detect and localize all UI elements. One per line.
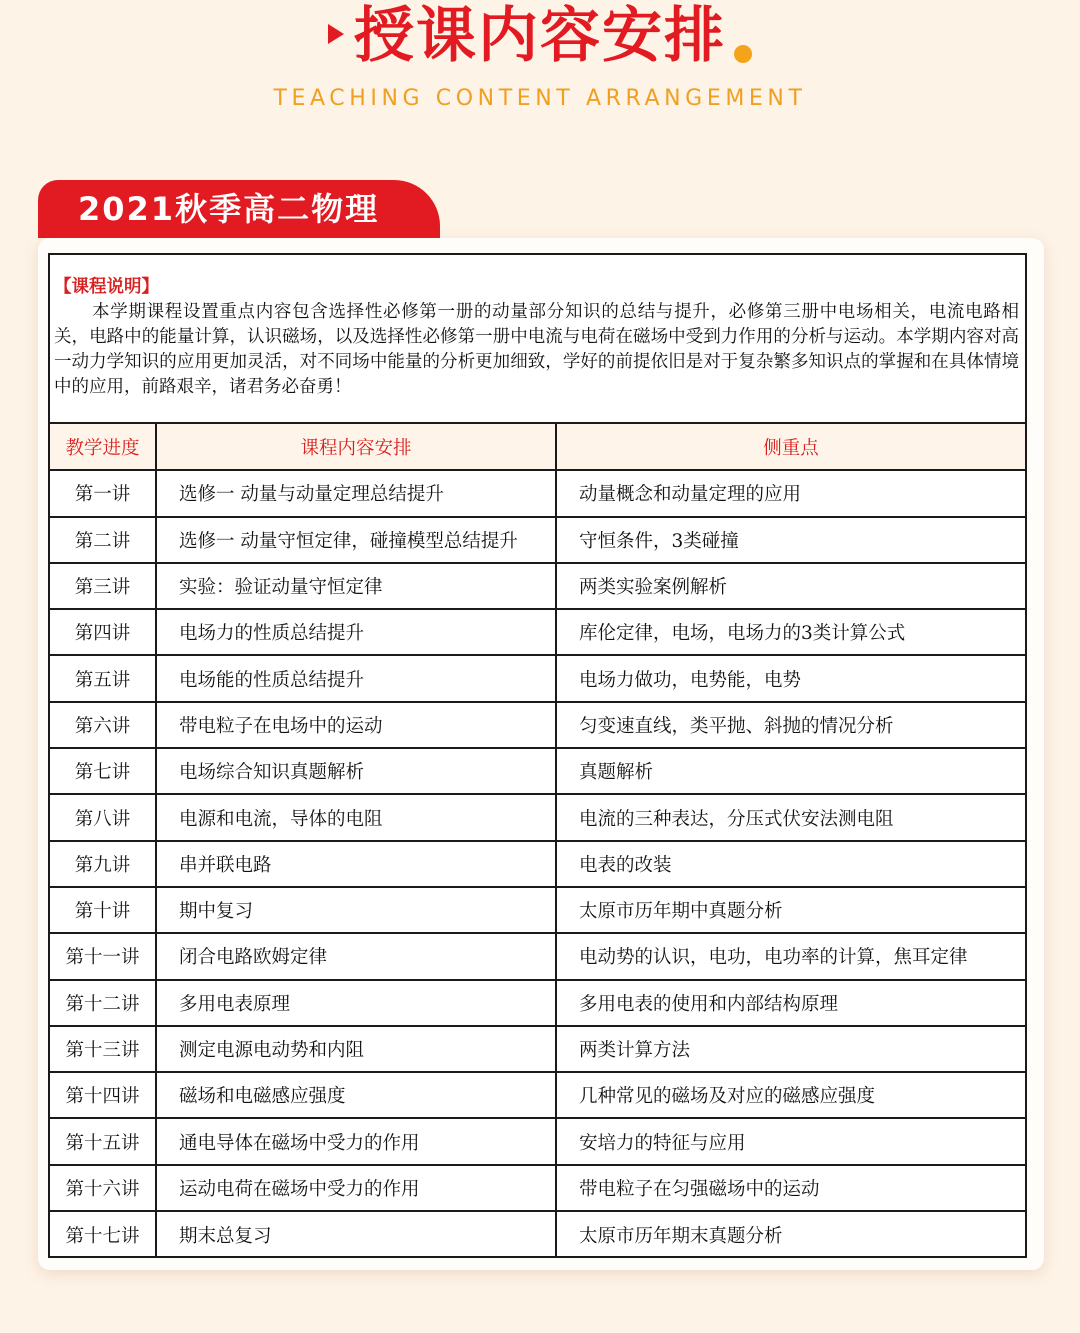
- lecture-focus: 电动势的认识，电功，电功率的计算，焦耳定律: [556, 933, 1025, 979]
- table-row: [50, 609, 1025, 655]
- lecture-content: 通电导体在磁场中受力的作用: [156, 1118, 556, 1164]
- triangle-bullet-icon: [328, 24, 344, 44]
- lecture-focus: 太原市历年期中真题分析: [556, 887, 1025, 933]
- lecture-content: 测定电源电动势和内阻: [156, 1026, 556, 1072]
- lecture-number: 第五讲: [50, 655, 156, 701]
- table-header-row: [50, 424, 1025, 470]
- lecture-content: 实验：验证动量守恒定律: [156, 563, 556, 609]
- lecture-number: 第六讲: [50, 702, 156, 748]
- lecture-content: 多用电表原理: [156, 980, 556, 1026]
- table-row: [50, 980, 1025, 1026]
- schedule-table: [50, 424, 1025, 1257]
- table-row: [50, 841, 1025, 887]
- lecture-focus: 动量概念和动量定理的应用: [556, 470, 1025, 516]
- lecture-number: 第十五讲: [50, 1118, 156, 1164]
- lecture-number: 第一讲: [50, 470, 156, 516]
- description-body: 本学期课程设置重点内容包含选择性必修第一册的动量部分知识的总结与提升，必修第三册中电场相关，电流电路相关，电路中的能量计算，认识磁场，以及选择性必修第一册中电流与电荷在磁场中受到力作用的分析与运动。本学期内容对高一动力学知识的应用更加灵活，对不同场中能量的分析更加细致，学好的前提依旧是对于复杂繁多知识点的掌握和在具体情境中的应用，前路艰辛，诸君务必奋勇！: [54, 302, 1019, 397]
- table-row: [50, 1118, 1025, 1164]
- lecture-number: 第十四讲: [50, 1072, 156, 1118]
- lecture-number: 第十二讲: [50, 980, 156, 1026]
- lecture-focus: 匀变速直线，类平抛、斜抛的情况分析: [556, 702, 1025, 748]
- table-row: [50, 470, 1025, 516]
- table-row: [50, 887, 1025, 933]
- table-row: [50, 1211, 1025, 1257]
- table-row: [50, 563, 1025, 609]
- lecture-number: 第四讲: [50, 609, 156, 655]
- course-description: [50, 255, 1025, 424]
- lecture-number: 第十七讲: [50, 1211, 156, 1257]
- table-body: [50, 470, 1025, 1257]
- page-subtitle: TEACHING CONTENT ARRANGEMENT: [273, 86, 807, 111]
- table-row: [50, 748, 1025, 794]
- lecture-number: 第八讲: [50, 794, 156, 840]
- lecture-content: 串并联电路: [156, 841, 556, 887]
- lecture-focus: 多用电表的使用和内部结构原理: [556, 980, 1025, 1026]
- lecture-number: 第十六讲: [50, 1165, 156, 1211]
- lecture-content: 选修一 动量守恒定律，碰撞模型总结提升: [156, 517, 556, 563]
- lecture-content: 电场能的性质总结提升: [156, 655, 556, 701]
- table-row: [50, 794, 1025, 840]
- table-row: [50, 1072, 1025, 1118]
- header-content: 课程内容安排: [156, 424, 556, 470]
- title-row: [0, 0, 1080, 72]
- lecture-content: 期末总复习: [156, 1211, 556, 1257]
- table-row: [50, 1026, 1025, 1072]
- lecture-content: 磁场和电磁感应强度: [156, 1072, 556, 1118]
- lecture-content: 选修一 动量与动量定理总结提升: [156, 470, 556, 516]
- lecture-focus: 安培力的特征与应用: [556, 1118, 1025, 1164]
- table-row: [50, 517, 1025, 563]
- table-row: [50, 1165, 1025, 1211]
- lecture-number: 第二讲: [50, 517, 156, 563]
- lecture-content: 电场力的性质总结提升: [156, 609, 556, 655]
- orange-dot-icon: [734, 45, 752, 63]
- lecture-focus: 两类计算方法: [556, 1026, 1025, 1072]
- table-row: [50, 655, 1025, 701]
- lecture-number: 第七讲: [50, 748, 156, 794]
- table-row: [50, 702, 1025, 748]
- lecture-focus: 真题解析: [556, 748, 1025, 794]
- lecture-focus: 电表的改装: [556, 841, 1025, 887]
- course-tab: [38, 180, 440, 238]
- lecture-number: 第三讲: [50, 563, 156, 609]
- lecture-focus: 库伦定律，电场，电场力的3类计算公式: [556, 609, 1025, 655]
- lecture-content: 电源和电流，导体的电阻: [156, 794, 556, 840]
- header-focus: 侧重点: [556, 424, 1025, 470]
- page-header: [0, 0, 1080, 130]
- lecture-focus: 电流的三种表达，分压式伏安法测电阻: [556, 794, 1025, 840]
- lecture-content: 运动电荷在磁场中受力的作用: [156, 1165, 556, 1211]
- header-progress: 教学进度: [50, 424, 156, 470]
- lecture-focus: 几种常见的磁场及对应的磁感应强度: [556, 1072, 1025, 1118]
- lecture-focus: 太原市历年期末真题分析: [556, 1211, 1025, 1257]
- lecture-content: 闭合电路欧姆定律: [156, 933, 556, 979]
- lecture-focus: 带电粒子在匀强磁场中的运动: [556, 1165, 1025, 1211]
- lecture-number: 第十讲: [50, 887, 156, 933]
- lecture-number: 第九讲: [50, 841, 156, 887]
- page-title: 授课内容安排: [354, 1, 726, 71]
- lecture-focus: 电场力做功，电势能，电势: [556, 655, 1025, 701]
- lecture-number: 第十一讲: [50, 933, 156, 979]
- course-tab-label: 2021秋季高二物理: [78, 190, 380, 228]
- lecture-focus: 守恒条件，3类碰撞: [556, 517, 1025, 563]
- lecture-focus: 两类实验案例解析: [556, 563, 1025, 609]
- lecture-content: 期中复习: [156, 887, 556, 933]
- course-table-frame: [48, 253, 1027, 1258]
- lecture-content: 电场综合知识真题解析: [156, 748, 556, 794]
- table-row: [50, 933, 1025, 979]
- description-title: 【课程说明】: [54, 277, 159, 297]
- lecture-content: 带电粒子在电场中的运动: [156, 702, 556, 748]
- lecture-number: 第十三讲: [50, 1026, 156, 1072]
